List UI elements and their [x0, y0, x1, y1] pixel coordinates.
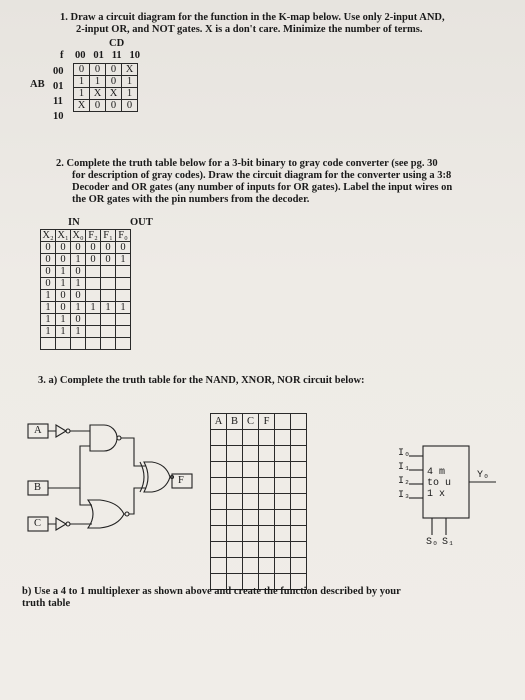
kmap-cell: 0 — [106, 64, 122, 76]
tt-cell: 0 — [71, 290, 86, 302]
tt-cell: 1 — [41, 302, 56, 314]
tt-cell: 1 — [56, 314, 71, 326]
mux-title-line: to u — [427, 478, 452, 489]
kmap-cell: 0 — [74, 64, 90, 76]
mux-input-i0: I₀ — [398, 448, 411, 459]
kmap-row-label: 01 — [53, 81, 64, 92]
tt-cell: 1 — [71, 302, 86, 314]
tt-cell: 0 — [101, 254, 116, 266]
tt-cell: 0 — [71, 314, 86, 326]
tt-cell: 1 — [41, 314, 56, 326]
q2-line-3: Decoder and OR gates (any number of inputs for OR gates). Label the input wires on — [72, 182, 453, 193]
xnor-gate — [121, 438, 170, 514]
kmap-col-var: CD — [109, 38, 125, 49]
kmap-cell: X — [74, 100, 90, 112]
tt-header: F₀ — [116, 230, 131, 242]
kmap-corner: f — [60, 50, 64, 61]
mux-title-line: 4 m — [427, 467, 446, 478]
q3-row — [211, 558, 307, 574]
tt-cell: 0 — [56, 302, 71, 314]
kmap-row-label: 10 — [53, 111, 64, 122]
q3-header — [291, 414, 307, 430]
kmap-row-label: 11 — [53, 96, 63, 107]
kmap-cell: 1 — [122, 76, 138, 88]
tt-cell: 1 — [86, 302, 101, 314]
kmap-cell: 0 — [106, 76, 122, 88]
q3-row — [211, 462, 307, 478]
kmap-cell: 0 — [90, 100, 106, 112]
q3-header — [275, 414, 291, 430]
kmap-cell: 1 — [90, 76, 106, 88]
tt-header: F₁ — [101, 230, 116, 242]
tt-cell: 1 — [116, 254, 131, 266]
output-label-f: F — [178, 475, 184, 486]
q3-header: C — [243, 414, 259, 430]
q2-line-2: for description of gray codes). Draw the circuit diagram for the converter using a 3:8 — [72, 170, 452, 181]
kmap-cell: 0 — [122, 100, 138, 112]
nor-gate-lower — [70, 488, 124, 528]
tt-cell: 0 — [86, 242, 101, 254]
tt-header: F₂ — [86, 230, 101, 242]
tt-cell: 0 — [86, 254, 101, 266]
mux-output-y0: Y₀ — [477, 470, 490, 481]
mux-select-s1: S₁ — [442, 537, 455, 548]
kmap-col-label: 01 — [93, 50, 104, 61]
tt-cell: 0 — [116, 242, 131, 254]
nand-gate-upper-bubble — [117, 436, 121, 440]
tt-cell: 0 — [56, 242, 71, 254]
q3a-line: 3. a) Complete the truth table for the NAND, XNOR, NOR circuit below: — [38, 375, 365, 386]
q3-row — [211, 446, 307, 462]
tt-cell: 1 — [101, 302, 116, 314]
kmap-cell: 0 — [106, 100, 122, 112]
tt-cell: 1 — [56, 326, 71, 338]
tt-cell: 0 — [71, 266, 86, 278]
tt-cell: 0 — [56, 290, 71, 302]
not-gate-a — [48, 425, 66, 437]
tt-out-label: OUT — [130, 217, 153, 228]
q2-line-1: 2. Complete the truth table below for a 3-bit binary to gray code converter (see pg. 30 — [56, 158, 438, 169]
nor-gate-lower-bubble — [125, 512, 129, 516]
q3-row — [211, 542, 307, 558]
tt-cell: 1 — [116, 302, 131, 314]
mux-select-s0: S₀ — [426, 537, 439, 548]
kmap-cell: 0 — [90, 64, 106, 76]
tt-cell: 0 — [41, 242, 56, 254]
kmap-col-label: 11 — [111, 50, 122, 61]
kmap-cell: X — [90, 88, 106, 100]
kmap-cell: 1 — [122, 88, 138, 100]
input-label-c: C — [34, 518, 42, 529]
tt-cell: 1 — [41, 326, 56, 338]
q1-line-2: 2-input OR, and NOT gates. X is a don't care. Minimize the number of terms. — [76, 24, 423, 35]
tt-in-label: IN — [68, 217, 80, 228]
tt-cell: 0 — [101, 242, 116, 254]
mux-input-i3: I₃ — [398, 490, 411, 501]
kmap-col-label: 10 — [129, 50, 141, 61]
tt-cell: 1 — [71, 278, 86, 290]
kmap-cell: 1 — [74, 76, 90, 88]
tt-cell: 1 — [71, 254, 86, 266]
q3-header: A — [211, 414, 227, 430]
tt-cell: 0 — [41, 266, 56, 278]
q3-row — [211, 478, 307, 494]
tt-cell: 0 — [41, 278, 56, 290]
q3-header: B — [227, 414, 243, 430]
q2-line-4: the OR gates with the pin numbers from the decoder. — [72, 194, 310, 205]
tt-cell: 1 — [71, 326, 86, 338]
input-label-b: B — [34, 482, 42, 493]
tt-cell: 0 — [56, 254, 71, 266]
input-label-a: A — [34, 425, 42, 436]
mux-input-i1: I₁ — [398, 462, 411, 473]
q3b-line-2: truth table — [22, 598, 71, 609]
mux-title — [427, 467, 451, 500]
q3-row — [211, 430, 307, 446]
tt-cell: 1 — [56, 266, 71, 278]
tt-header: X₂ — [42, 230, 54, 241]
not-gate-c — [48, 518, 66, 530]
kmap-col-label: 00 — [75, 50, 86, 61]
tt-header: X₀ — [72, 230, 84, 241]
tt-cell: 0 — [41, 254, 56, 266]
kmap-cell: X — [106, 88, 122, 100]
q3-row — [211, 526, 307, 542]
mux-title-line: 1 x — [427, 489, 446, 500]
tt-cell: 0 — [71, 242, 86, 254]
tt-cell: 1 — [56, 278, 71, 290]
kmap-row-var: AB — [30, 79, 45, 90]
q3-header-row — [211, 414, 307, 430]
q3b-line-1: b) Use a 4 to 1 multiplexer as shown above and create the function described by your — [22, 586, 401, 597]
q3-row — [211, 510, 307, 526]
kmap-cell: 1 — [74, 88, 90, 100]
nand-xnor-nor-truth-table — [210, 413, 307, 590]
tt-header: X₁ — [57, 230, 69, 241]
mux-input-i2: I₂ — [398, 476, 411, 487]
tt-cell: 1 — [41, 290, 56, 302]
q1-line-1: 1. Draw a circuit diagram for the function in the K-map below. Use only 2-input AND, — [60, 12, 445, 23]
q3-row — [211, 494, 307, 510]
nand-gate-upper — [48, 425, 117, 488]
q3-header: F — [259, 414, 275, 430]
kmap-cell: X — [122, 64, 138, 76]
kmap-row-label: 00 — [53, 66, 64, 77]
